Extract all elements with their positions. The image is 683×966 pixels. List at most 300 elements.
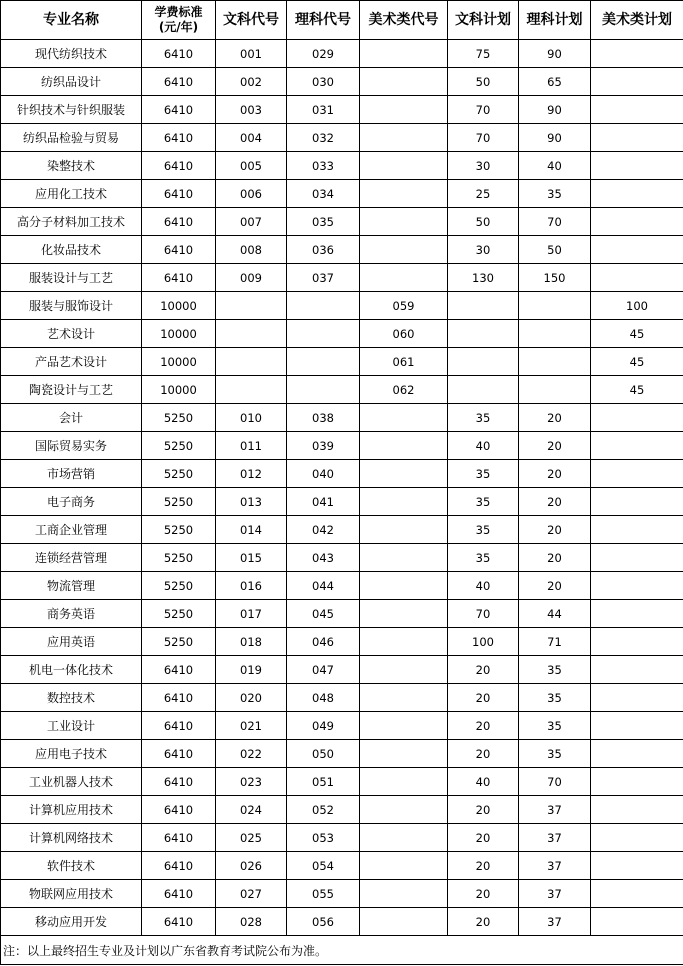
footnote: 注：以上最终招生专业及计划以广东省教育考试院公布为准。	[1, 936, 683, 965]
li-code-cell	[287, 320, 360, 348]
header-tuition-line2: (元/年)	[158, 20, 199, 34]
art-code-cell	[360, 68, 448, 96]
wen-plan-cell: 20	[448, 740, 519, 768]
table-row	[1, 544, 683, 572]
li-plan-cell: 20	[519, 572, 591, 600]
wen-plan-cell	[448, 292, 519, 320]
tuition-cell: 10000	[142, 376, 216, 404]
art-code-cell	[360, 824, 448, 852]
note-row	[1, 936, 683, 965]
header-art-plan: 美术类计划	[591, 1, 683, 40]
table-row	[1, 404, 683, 432]
major-name-cell: 纺织品设计	[1, 68, 142, 96]
li-code-cell	[287, 292, 360, 320]
li-plan-cell: 50	[519, 236, 591, 264]
tuition-cell: 5250	[142, 572, 216, 600]
art-plan-cell	[591, 264, 683, 292]
table-row	[1, 684, 683, 712]
art-code-cell	[360, 516, 448, 544]
art-plan-cell	[591, 852, 683, 880]
major-name-cell: 工业设计	[1, 712, 142, 740]
header-tuition	[142, 1, 216, 40]
li-code-cell: 038	[287, 404, 360, 432]
table-row	[1, 460, 683, 488]
wen-code-cell: 010	[216, 404, 287, 432]
table-row	[1, 768, 683, 796]
wen-plan-cell: 25	[448, 180, 519, 208]
table-row	[1, 880, 683, 908]
art-plan-cell	[591, 656, 683, 684]
major-name-cell: 应用化工技术	[1, 180, 142, 208]
wen-plan-cell: 20	[448, 684, 519, 712]
header-major-name: 专业名称	[1, 1, 142, 40]
wen-plan-cell: 40	[448, 768, 519, 796]
li-plan-cell: 37	[519, 908, 591, 936]
table-row	[1, 292, 683, 320]
art-plan-cell	[591, 628, 683, 656]
tuition-cell: 5250	[142, 488, 216, 516]
art-plan-cell	[591, 740, 683, 768]
wen-plan-cell: 20	[448, 880, 519, 908]
wen-code-cell	[216, 292, 287, 320]
tuition-cell: 5250	[142, 460, 216, 488]
li-plan-cell: 20	[519, 404, 591, 432]
art-plan-cell: 45	[591, 376, 683, 404]
art-plan-cell	[591, 880, 683, 908]
table-row	[1, 740, 683, 768]
art-code-cell	[360, 236, 448, 264]
li-code-cell: 032	[287, 124, 360, 152]
li-plan-cell: 65	[519, 68, 591, 96]
li-code-cell: 036	[287, 236, 360, 264]
art-plan-cell	[591, 152, 683, 180]
wen-code-cell	[216, 320, 287, 348]
major-name-cell: 化妆品技术	[1, 236, 142, 264]
li-code-cell: 045	[287, 600, 360, 628]
li-plan-cell	[519, 292, 591, 320]
wen-code-cell: 022	[216, 740, 287, 768]
table-row	[1, 712, 683, 740]
tuition-cell: 6410	[142, 180, 216, 208]
wen-code-cell: 011	[216, 432, 287, 460]
major-name-cell: 国际贸易实务	[1, 432, 142, 460]
wen-plan-cell: 70	[448, 96, 519, 124]
art-plan-cell	[591, 236, 683, 264]
art-plan-cell	[591, 432, 683, 460]
art-plan-cell: 45	[591, 348, 683, 376]
art-plan-cell	[591, 572, 683, 600]
li-code-cell: 030	[287, 68, 360, 96]
wen-code-cell: 012	[216, 460, 287, 488]
header-tuition-line1: 学费标准	[154, 5, 203, 19]
wen-code-cell: 004	[216, 124, 287, 152]
li-plan-cell: 20	[519, 460, 591, 488]
wen-code-cell: 019	[216, 656, 287, 684]
major-name-cell: 纺织品检验与贸易	[1, 124, 142, 152]
tuition-cell: 5250	[142, 544, 216, 572]
tuition-cell: 6410	[142, 796, 216, 824]
major-name-cell: 服装与服饰设计	[1, 292, 142, 320]
wen-plan-cell: 20	[448, 712, 519, 740]
wen-code-cell	[216, 376, 287, 404]
major-name-cell: 服装设计与工艺	[1, 264, 142, 292]
art-code-cell	[360, 124, 448, 152]
wen-code-cell: 016	[216, 572, 287, 600]
wen-code-cell: 013	[216, 488, 287, 516]
tuition-cell: 6410	[142, 236, 216, 264]
li-plan-cell: 70	[519, 768, 591, 796]
wen-code-cell: 014	[216, 516, 287, 544]
tuition-cell: 6410	[142, 712, 216, 740]
wen-code-cell: 028	[216, 908, 287, 936]
li-code-cell: 051	[287, 768, 360, 796]
art-plan-cell	[591, 124, 683, 152]
wen-code-cell: 021	[216, 712, 287, 740]
li-code-cell: 034	[287, 180, 360, 208]
li-code-cell	[287, 348, 360, 376]
wen-code-cell: 005	[216, 152, 287, 180]
tuition-cell: 6410	[142, 684, 216, 712]
major-name-cell: 计算机应用技术	[1, 796, 142, 824]
art-code-cell	[360, 852, 448, 880]
wen-code-cell: 024	[216, 796, 287, 824]
art-plan-cell	[591, 96, 683, 124]
li-code-cell: 049	[287, 712, 360, 740]
art-plan-cell	[591, 488, 683, 516]
art-code-cell	[360, 572, 448, 600]
art-code-cell: 059	[360, 292, 448, 320]
tuition-cell: 5250	[142, 628, 216, 656]
wen-code-cell: 018	[216, 628, 287, 656]
li-code-cell: 046	[287, 628, 360, 656]
li-plan-cell: 70	[519, 208, 591, 236]
li-code-cell: 056	[287, 908, 360, 936]
wen-plan-cell: 35	[448, 516, 519, 544]
wen-code-cell: 007	[216, 208, 287, 236]
table-row	[1, 824, 683, 852]
art-code-cell	[360, 208, 448, 236]
table-row	[1, 628, 683, 656]
li-code-cell: 044	[287, 572, 360, 600]
header-wen-plan: 文科计划	[448, 1, 519, 40]
wen-plan-cell: 20	[448, 796, 519, 824]
wen-code-cell: 008	[216, 236, 287, 264]
wen-code-cell: 020	[216, 684, 287, 712]
art-plan-cell	[591, 600, 683, 628]
major-name-cell: 计算机网络技术	[1, 824, 142, 852]
art-code-cell: 060	[360, 320, 448, 348]
art-code-cell: 061	[360, 348, 448, 376]
major-name-cell: 软件技术	[1, 852, 142, 880]
art-code-cell	[360, 96, 448, 124]
wen-code-cell: 009	[216, 264, 287, 292]
wen-plan-cell: 30	[448, 236, 519, 264]
li-plan-cell: 37	[519, 852, 591, 880]
table-row	[1, 180, 683, 208]
wen-plan-cell: 30	[448, 152, 519, 180]
wen-plan-cell: 130	[448, 264, 519, 292]
major-name-cell: 商务英语	[1, 600, 142, 628]
li-plan-cell: 90	[519, 124, 591, 152]
wen-plan-cell	[448, 348, 519, 376]
table-row	[1, 572, 683, 600]
wen-plan-cell: 35	[448, 460, 519, 488]
art-code-cell	[360, 768, 448, 796]
art-plan-cell	[591, 460, 683, 488]
table-row	[1, 40, 683, 68]
wen-code-cell: 025	[216, 824, 287, 852]
li-plan-cell: 35	[519, 656, 591, 684]
art-code-cell	[360, 740, 448, 768]
wen-plan-cell: 40	[448, 572, 519, 600]
li-plan-cell: 90	[519, 96, 591, 124]
wen-plan-cell: 40	[448, 432, 519, 460]
table-row	[1, 152, 683, 180]
major-name-cell: 物流管理	[1, 572, 142, 600]
major-name-cell: 产品艺术设计	[1, 348, 142, 376]
art-code-cell	[360, 460, 448, 488]
major-name-cell: 会计	[1, 404, 142, 432]
li-code-cell: 055	[287, 880, 360, 908]
wen-code-cell: 003	[216, 96, 287, 124]
wen-code-cell: 002	[216, 68, 287, 96]
li-code-cell: 029	[287, 40, 360, 68]
li-code-cell: 031	[287, 96, 360, 124]
art-plan-cell: 45	[591, 320, 683, 348]
li-plan-cell: 71	[519, 628, 591, 656]
art-code-cell	[360, 404, 448, 432]
wen-code-cell	[216, 348, 287, 376]
table-row	[1, 600, 683, 628]
art-plan-cell	[591, 712, 683, 740]
li-plan-cell	[519, 320, 591, 348]
wen-plan-cell	[448, 320, 519, 348]
art-code-cell	[360, 544, 448, 572]
major-name-cell: 应用电子技术	[1, 740, 142, 768]
wen-plan-cell: 70	[448, 600, 519, 628]
wen-plan-cell: 70	[448, 124, 519, 152]
art-code-cell	[360, 712, 448, 740]
major-name-cell: 市场营销	[1, 460, 142, 488]
li-code-cell: 043	[287, 544, 360, 572]
art-code-cell	[360, 880, 448, 908]
table-row	[1, 656, 683, 684]
table-row	[1, 264, 683, 292]
art-code-cell	[360, 152, 448, 180]
tuition-cell: 6410	[142, 852, 216, 880]
li-plan-cell: 40	[519, 152, 591, 180]
art-plan-cell	[591, 404, 683, 432]
li-plan-cell: 37	[519, 796, 591, 824]
li-plan-cell: 44	[519, 600, 591, 628]
wen-plan-cell: 20	[448, 656, 519, 684]
li-code-cell: 050	[287, 740, 360, 768]
wen-code-cell: 017	[216, 600, 287, 628]
header-art-code: 美术类代号	[360, 1, 448, 40]
tuition-cell: 6410	[142, 768, 216, 796]
art-code-cell	[360, 264, 448, 292]
art-code-cell	[360, 628, 448, 656]
art-plan-cell	[591, 908, 683, 936]
major-name-cell: 工业机器人技术	[1, 768, 142, 796]
header-wen-code: 文科代号	[216, 1, 287, 40]
wen-plan-cell: 50	[448, 68, 519, 96]
li-plan-cell: 37	[519, 880, 591, 908]
major-name-cell: 陶瓷设计与工艺	[1, 376, 142, 404]
art-plan-cell	[591, 208, 683, 236]
wen-code-cell: 026	[216, 852, 287, 880]
tuition-cell: 6410	[142, 68, 216, 96]
tuition-cell: 5250	[142, 432, 216, 460]
li-code-cell: 042	[287, 516, 360, 544]
li-code-cell: 040	[287, 460, 360, 488]
major-name-cell: 针织技术与针织服装	[1, 96, 142, 124]
tuition-cell: 6410	[142, 824, 216, 852]
table-row	[1, 376, 683, 404]
li-code-cell: 037	[287, 264, 360, 292]
major-name-cell: 物联网应用技术	[1, 880, 142, 908]
major-name-cell: 数控技术	[1, 684, 142, 712]
wen-code-cell: 001	[216, 40, 287, 68]
table-row	[1, 236, 683, 264]
tuition-cell: 10000	[142, 320, 216, 348]
tuition-cell: 6410	[142, 880, 216, 908]
table-body	[1, 40, 683, 936]
tuition-cell: 10000	[142, 292, 216, 320]
li-code-cell: 054	[287, 852, 360, 880]
major-name-cell: 连锁经营管理	[1, 544, 142, 572]
tuition-cell: 6410	[142, 656, 216, 684]
table-row	[1, 208, 683, 236]
major-name-cell: 染整技术	[1, 152, 142, 180]
art-code-cell	[360, 684, 448, 712]
li-plan-cell: 35	[519, 684, 591, 712]
art-plan-cell	[591, 544, 683, 572]
wen-plan-cell: 75	[448, 40, 519, 68]
tuition-cell: 5250	[142, 600, 216, 628]
wen-plan-cell: 20	[448, 824, 519, 852]
li-code-cell: 041	[287, 488, 360, 516]
header-li-code: 理科代号	[287, 1, 360, 40]
art-code-cell	[360, 40, 448, 68]
major-name-cell: 工商企业管理	[1, 516, 142, 544]
li-plan-cell: 37	[519, 824, 591, 852]
art-code-cell	[360, 180, 448, 208]
table-row	[1, 124, 683, 152]
art-plan-cell	[591, 180, 683, 208]
li-code-cell: 047	[287, 656, 360, 684]
art-plan-cell	[591, 516, 683, 544]
major-name-cell: 应用英语	[1, 628, 142, 656]
wen-plan-cell: 100	[448, 628, 519, 656]
art-code-cell	[360, 908, 448, 936]
table-row	[1, 488, 683, 516]
li-plan-cell: 20	[519, 488, 591, 516]
art-code-cell	[360, 796, 448, 824]
tuition-cell: 6410	[142, 124, 216, 152]
table-row	[1, 68, 683, 96]
tuition-cell: 5250	[142, 516, 216, 544]
major-name-cell: 电子商务	[1, 488, 142, 516]
li-plan-cell: 35	[519, 180, 591, 208]
table-row	[1, 96, 683, 124]
li-plan-cell: 35	[519, 740, 591, 768]
li-plan-cell	[519, 348, 591, 376]
art-code-cell	[360, 656, 448, 684]
li-plan-cell: 20	[519, 432, 591, 460]
li-plan-cell: 20	[519, 544, 591, 572]
li-code-cell: 053	[287, 824, 360, 852]
tuition-cell: 5250	[142, 404, 216, 432]
li-plan-cell: 20	[519, 516, 591, 544]
table-row	[1, 348, 683, 376]
header-row	[1, 1, 683, 40]
wen-plan-cell: 50	[448, 208, 519, 236]
wen-plan-cell: 20	[448, 852, 519, 880]
wen-code-cell: 027	[216, 880, 287, 908]
major-name-cell: 现代纺织技术	[1, 40, 142, 68]
major-name-cell: 移动应用开发	[1, 908, 142, 936]
wen-code-cell: 006	[216, 180, 287, 208]
li-plan-cell: 150	[519, 264, 591, 292]
li-code-cell	[287, 376, 360, 404]
table-row	[1, 432, 683, 460]
li-code-cell: 039	[287, 432, 360, 460]
tuition-cell: 6410	[142, 96, 216, 124]
tuition-cell: 6410	[142, 208, 216, 236]
art-code-cell: 062	[360, 376, 448, 404]
art-plan-cell: 100	[591, 292, 683, 320]
li-code-cell: 052	[287, 796, 360, 824]
art-plan-cell	[591, 768, 683, 796]
tuition-cell: 6410	[142, 740, 216, 768]
li-code-cell: 033	[287, 152, 360, 180]
wen-plan-cell: 35	[448, 544, 519, 572]
art-plan-cell	[591, 40, 683, 68]
wen-plan-cell: 35	[448, 404, 519, 432]
table-row	[1, 516, 683, 544]
table-row	[1, 908, 683, 936]
major-name-cell: 机电一体化技术	[1, 656, 142, 684]
tuition-cell: 6410	[142, 908, 216, 936]
tuition-cell: 10000	[142, 348, 216, 376]
li-plan-cell	[519, 376, 591, 404]
art-plan-cell	[591, 824, 683, 852]
tuition-cell: 6410	[142, 264, 216, 292]
tuition-cell: 6410	[142, 40, 216, 68]
art-code-cell	[360, 488, 448, 516]
li-code-cell: 035	[287, 208, 360, 236]
table-row	[1, 796, 683, 824]
major-name-cell: 艺术设计	[1, 320, 142, 348]
wen-plan-cell: 20	[448, 908, 519, 936]
wen-plan-cell: 35	[448, 488, 519, 516]
art-plan-cell	[591, 684, 683, 712]
header-li-plan: 理科计划	[519, 1, 591, 40]
major-name-cell: 高分子材料加工技术	[1, 208, 142, 236]
art-plan-cell	[591, 796, 683, 824]
wen-code-cell: 015	[216, 544, 287, 572]
tuition-cell: 6410	[142, 152, 216, 180]
li-code-cell: 048	[287, 684, 360, 712]
li-plan-cell: 90	[519, 40, 591, 68]
wen-code-cell: 023	[216, 768, 287, 796]
table-row	[1, 852, 683, 880]
li-plan-cell: 35	[519, 712, 591, 740]
wen-plan-cell	[448, 376, 519, 404]
art-code-cell	[360, 432, 448, 460]
table-row	[1, 320, 683, 348]
